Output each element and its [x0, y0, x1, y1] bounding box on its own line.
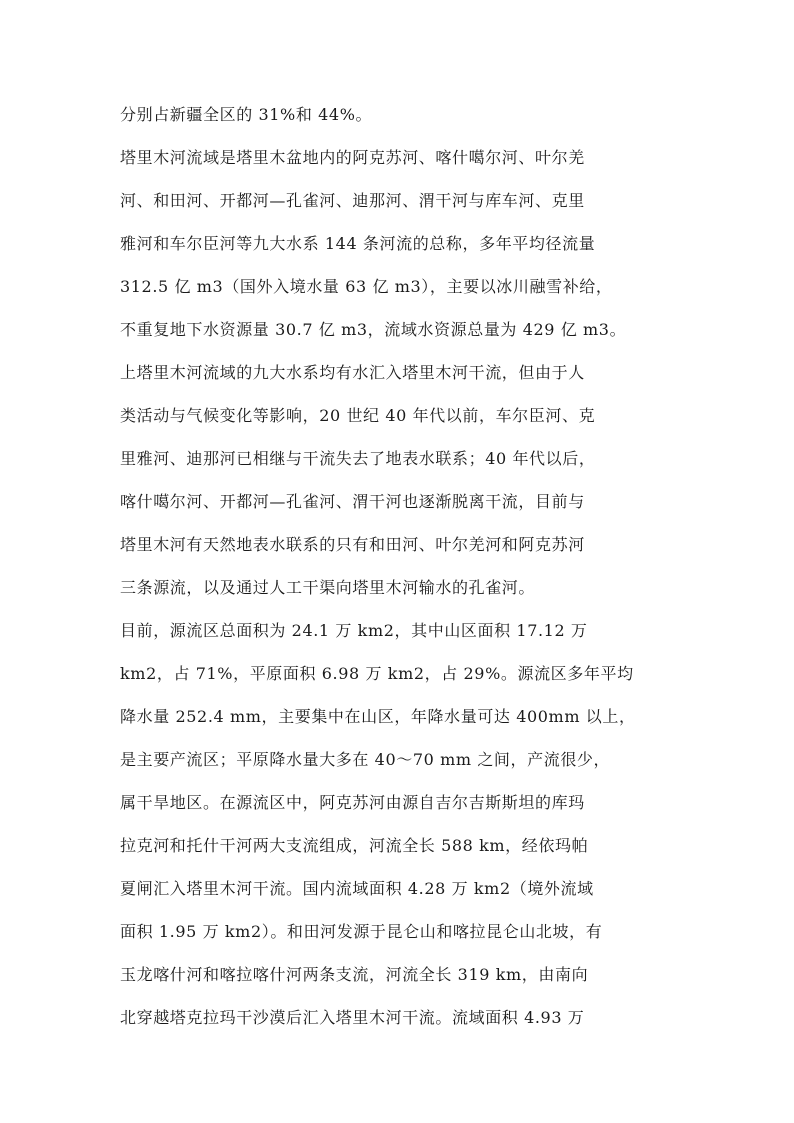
text-line: 塔里木河有天然地表水联系的只有和田河、叶尔羌河和阿克苏河 [120, 535, 585, 554]
text-line: 目前，源流区总面积为 24.1 万 km2，其中山区面积 17.12 万 [120, 621, 588, 640]
text-line: 里雅河、迪那河已相继与干流失去了地表水联系；40 年代以后， [120, 449, 596, 468]
text-line: km2，占 71%，平原面积 6.98 万 km2，占 29%。源流区多年平均 [120, 664, 634, 683]
text-line: 面积 1.95 万 km2）。和田河发源于昆仑山和喀拉昆仑山北坡，有 [120, 922, 603, 941]
text-line: 上塔里木河流域的九大水系均有水汇入塔里木河干流，但由于人 [120, 363, 585, 382]
text-line: 是主要产流区；平原降水量大多在 40～70 mm 之间，产流很少， [120, 750, 611, 769]
text-line: 雅河和车尔臣河等九大水系 144 条河流的总称，多年平均径流量 [120, 234, 596, 253]
text-line: 分别占新疆全区的 31%和 44%。 [120, 105, 373, 124]
text-line: 属干旱地区。在源流区中，阿克苏河由源自吉尔吉斯斯坦的库玛 [120, 793, 585, 812]
text-line: 玉龙喀什河和喀拉喀什河两条支流，河流全长 319 km，由南向 [120, 965, 589, 984]
text-line: 塔里木河流域是塔里木盆地内的阿克苏河、喀什噶尔河、叶尔羌 [120, 148, 585, 167]
text-line: 喀什噶尔河、开都河—孔雀河、渭干河也逐渐脱离干流，目前与 [120, 492, 585, 511]
text-line: 河、和田河、开都河—孔雀河、迪那河、渭干河与库车河、克里 [120, 191, 585, 210]
text-line: 类活动与气候变化等影响，20 世纪 40 年代以前，车尔臣河、克 [120, 406, 596, 425]
text-line: 降水量 252.4 mm，主要集中在山区，年降水量可达 400mm 以上， [120, 707, 636, 726]
text-line: 夏闸汇入塔里木河干流。国内流域面积 4.28 万 km2（境外流域 [120, 879, 594, 898]
text-line: 三条源流，以及通过人工干渠向塔里木河输水的孔雀河。 [120, 578, 536, 597]
text-line: 312.5 亿 m3（国外入境水量 63 亿 m3），主要以冰川融雪补给， [120, 277, 613, 296]
text-line: 拉克河和托什干河两大支流组成，河流全长 588 km，经依玛帕 [120, 836, 589, 855]
text-line: 北穿越塔克拉玛干沙漠后汇入塔里木河干流。流域面积 4.93 万 [120, 1008, 585, 1027]
text-line: 不重复地下水资源量 30.7 亿 m3，流域水资源总量为 429 亿 m3。 [120, 320, 627, 339]
